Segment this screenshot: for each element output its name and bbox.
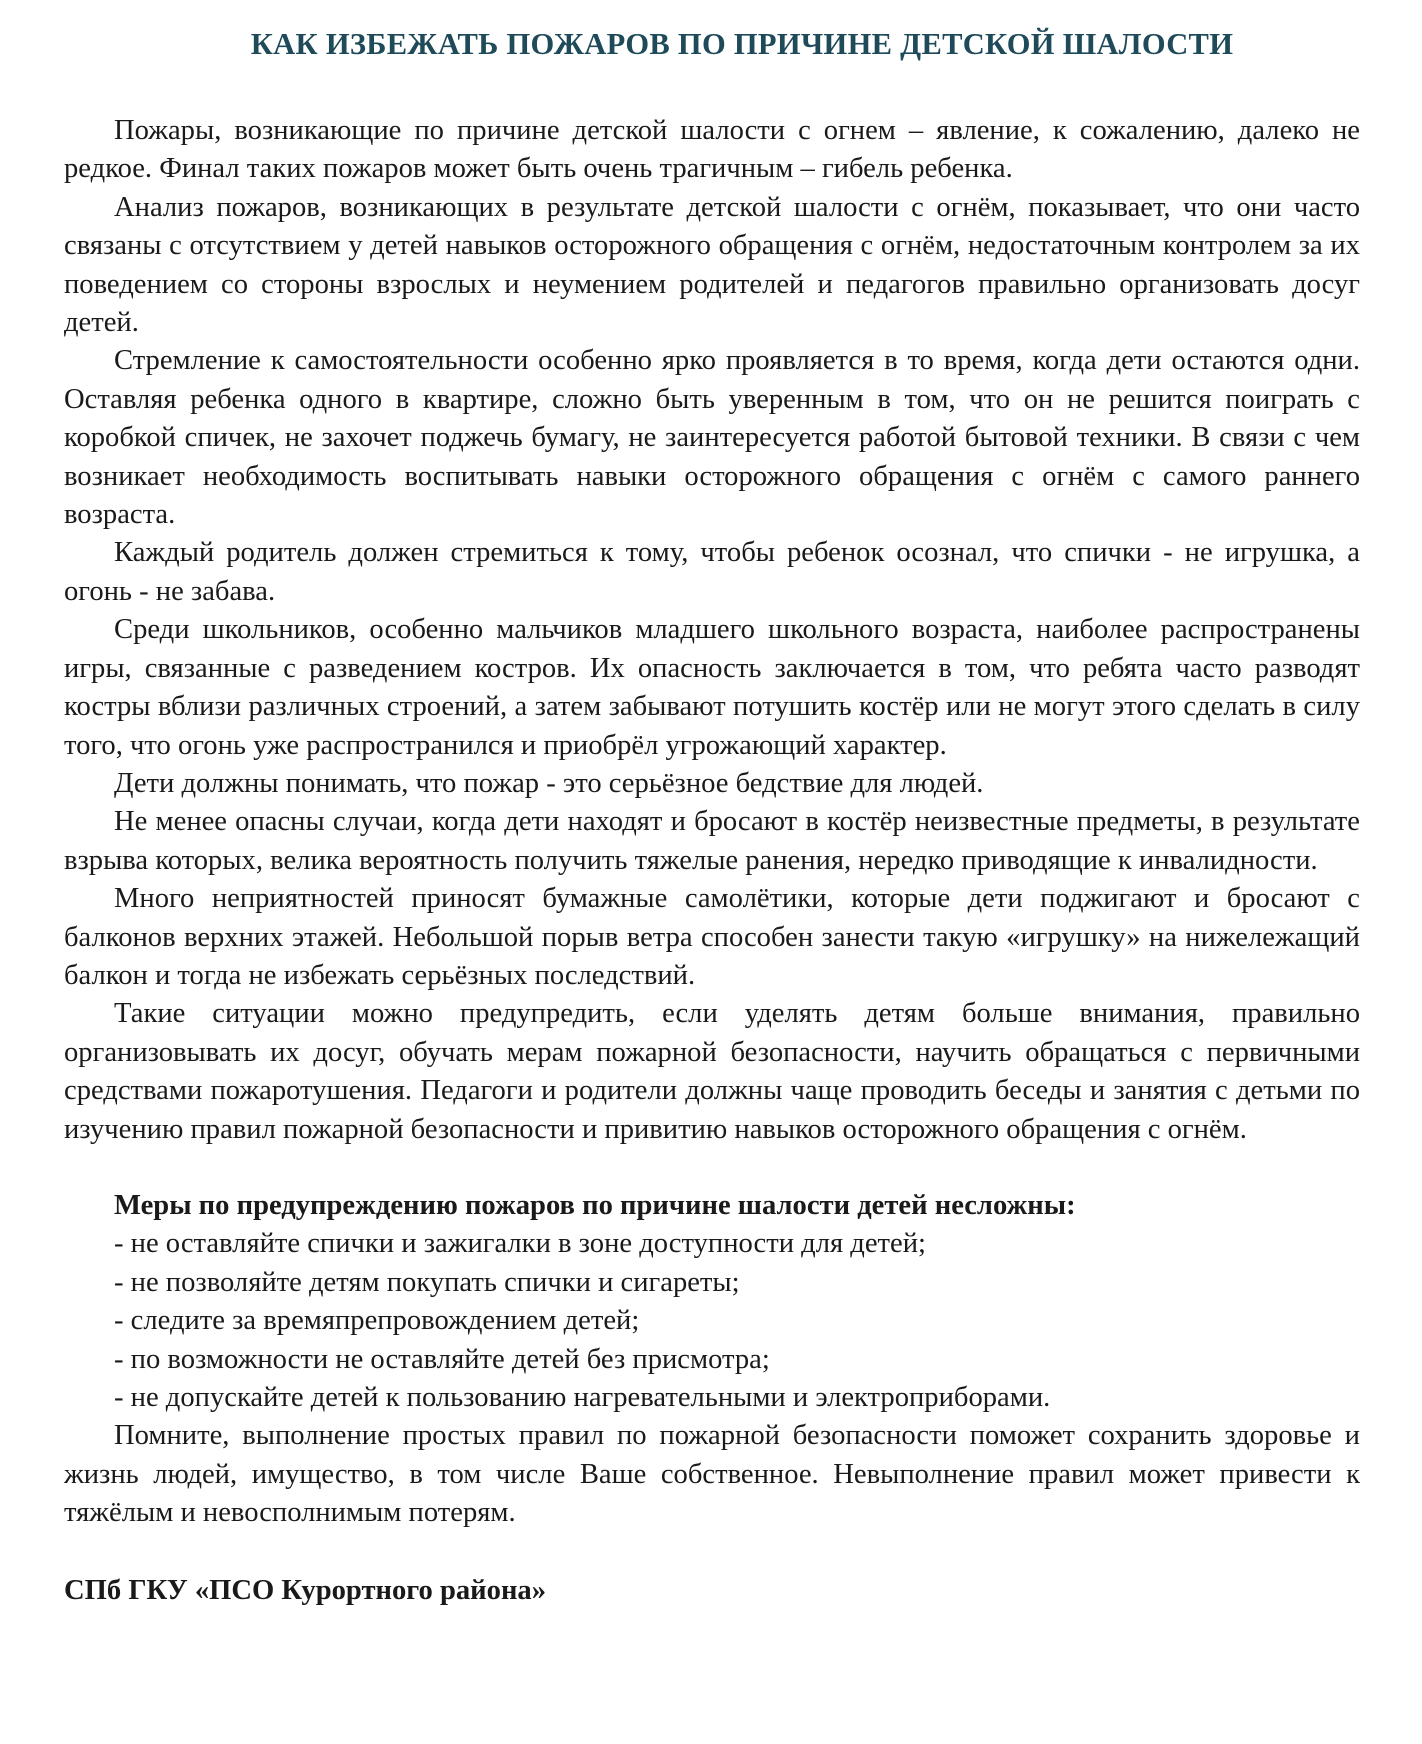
measures-heading: Меры по предупреждению пожаров по причине шалости детей несложны: [114, 1189, 1076, 1221]
paragraph: Анализ пожаров, возникающих в результате детской шалости с огнём, показывает, что они часто связаны с отсутствием у детей навыков осторожного обращения с огнём, недостаточным контролем за их поведением со стороны взрослых и неумением родителей и педагогов правильно организовать досуг детей. [64, 191, 1360, 339]
paragraph: Такие ситуации можно предупредить, если уделять детям больше внимания, правильно организовывать их досуг, обучать мерам пожарной безопасности, научить обращаться с первичными средствами пожаротушения. Педагоги и родители должны чаще проводить беседы и занятия с детьми по изучению правил пожарной безопасности и привитию навыков осторожного обращения с огнём. [64, 998, 1360, 1145]
paragraph: Не менее опасны случаи, когда дети находят и бросают в костёр неизвестные предметы, в результате взрыва которых, велика вероятность получить тяжелые ранения, нередко приводящие к инвалидности. [64, 806, 1360, 876]
section-spacer [64, 1149, 1360, 1187]
list-item: - следите за времяпрепровождением детей; [114, 1305, 640, 1337]
list-item: - не допускайте детей к пользованию нагревательными и электроприборами. [114, 1382, 1051, 1413]
list-item: - не оставляйте спички и зажигалки в зоне доступности для детей; [114, 1228, 926, 1260]
paragraph: Каждый родитель должен стремиться к тому, чтобы ребенок осознал, что спички - не игрушка, а огонь - не забава. [64, 537, 1360, 607]
measures-list [64, 1225, 1360, 1417]
document-body [64, 112, 1360, 1533]
list-item: - не позволяйте детям покупать спички и сигареты; [114, 1266, 740, 1298]
document-page [64, 18, 1360, 1607]
list-item: - по возможности не оставляйте детей без присмотра; [114, 1343, 770, 1375]
document-title: КАК ИЗБЕЖАТЬ ПОЖАРОВ ПО ПРИЧИНЕ ДЕТСКОЙ ШАЛОСТИ [250, 27, 1234, 61]
signature: СПб ГКУ «ПСО Курортного района» [64, 1574, 547, 1606]
paragraph: Среди школьников, особенно мальчиков младшего школьного возраста, наиболее распространены игры, связанные с разведением костров. Их опасность заключается в том, что ребята часто разводят костры вблизи различных строений, а затем забывают потушить костёр или не могут этого сделать в силу того, что огонь уже распространился и приобрёл угрожающий характер. [64, 614, 1360, 761]
closing-paragraph: Помните, выполнение простых правил по пожарной безопасности поможет сохранить здоровье и жизнь людей, имущество, в том числе Ваше собственное. Невыполнение правил может привести к тяжёлым и невосполнимым потерям. [64, 1420, 1360, 1529]
paragraph: Много неприятностей приносят бумажные самолётики, которые дети поджигают и бросают с балконов верхних этажей. Небольшой порыв ветра способен занести такую «игрушку» на нижележащий балкон и тогда не избежать серьёзных последствий. [64, 883, 1360, 991]
paragraph: Пожары, возникающие по причине детской шалости с огнем – явление, к сожалению, далеко не редкое. Финал таких пожаров может быть очень трагичным – гибель ребенка. [64, 115, 1360, 185]
paragraph: Дети должны понимать, что пожар - это серьёзное бедствие для людей. [114, 767, 984, 799]
paragraph: Стремление к самостоятельности особенно ярко проявляется в то время, когда дети остаются одни. Оставляя ребенка одного в квартире, сложно быть уверенным в том, что он не решится поиграть с коробкой спичек, не захочет поджечь бумагу, не заинтересуется работой бытовой техники. В связи с чем возникает необходимость воспитывать навыки осторожного обращения с огнём с самого раннего возраста. [64, 345, 1360, 531]
